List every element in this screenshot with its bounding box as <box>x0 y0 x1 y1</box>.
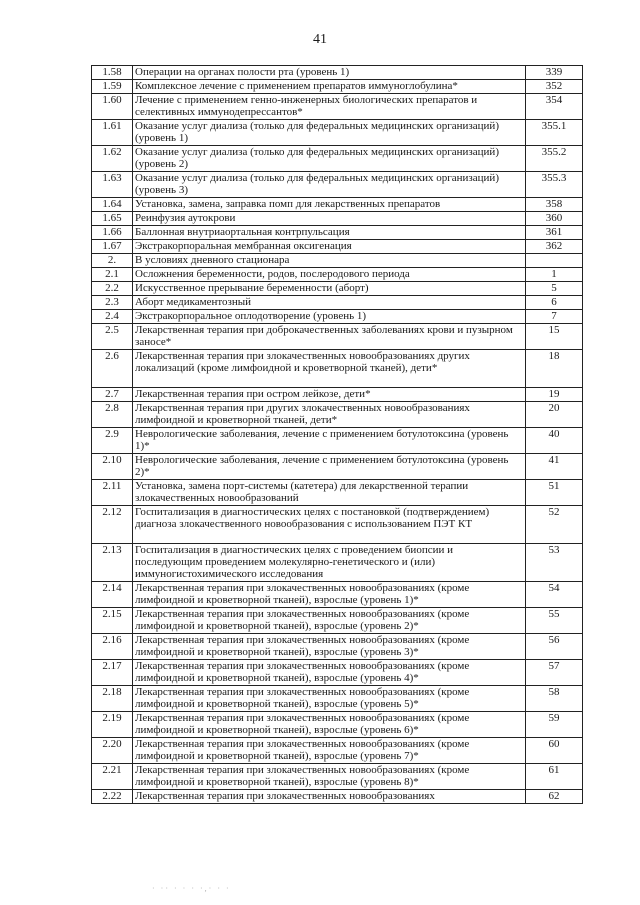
row-reference-number: 358 <box>526 198 583 212</box>
row-description: Искусственное прерывание беременности (аборт) <box>133 282 526 296</box>
row-description: Неврологические заболевания, лечение с применением ботулотоксина (уровень 1)* <box>133 428 526 454</box>
table-row <box>92 240 583 254</box>
row-reference-number: 360 <box>526 212 583 226</box>
row-reference-number: 62 <box>526 790 583 804</box>
row-reference-number: 354 <box>526 94 583 120</box>
row-reference-number: 59 <box>526 712 583 738</box>
row-reference-number: 15 <box>526 324 583 350</box>
row-reference-number: 58 <box>526 686 583 712</box>
row-code: 2. <box>92 254 133 268</box>
row-description: Оказание услуг диализа (только для федеральных медицинских организаций) (уровень 1) <box>133 120 526 146</box>
row-reference-number: 54 <box>526 582 583 608</box>
row-reference-number: 55 <box>526 608 583 634</box>
table-row <box>92 428 583 454</box>
row-description: Баллонная внутриаортальная контрпульсация <box>133 226 526 240</box>
row-description: В условиях дневного стационара <box>133 254 526 268</box>
table-row <box>92 608 583 634</box>
row-reference-number: 51 <box>526 480 583 506</box>
row-code: 2.4 <box>92 310 133 324</box>
table-row <box>92 634 583 660</box>
table-row <box>92 94 583 120</box>
row-description: Лекарственная терапия при злокачественных новообразованиях (кроме лимфоидной и кроветворной тканей), взрослые (уровень 1)* <box>133 582 526 608</box>
row-reference-number: 339 <box>526 66 583 80</box>
row-code: 1.67 <box>92 240 133 254</box>
row-code: 2.7 <box>92 388 133 402</box>
row-reference-number: 56 <box>526 634 583 660</box>
row-description: Лекарственная терапия при злокачественных новообразованиях (кроме лимфоидной и кроветворной тканей), взрослые (уровень 8)* <box>133 764 526 790</box>
table-row <box>92 686 583 712</box>
row-description: Лекарственная терапия при злокачественных новообразованиях (кроме лимфоидной и кроветворной тканей), взрослые (уровень 6)* <box>133 712 526 738</box>
table-row <box>92 350 583 388</box>
row-code: 2.10 <box>92 454 133 480</box>
row-code: 2.9 <box>92 428 133 454</box>
row-description: Лекарственная терапия при других злокачественных новообразованиях лимфоидной и кроветворной тканей, дети* <box>133 402 526 428</box>
table-row <box>92 506 583 544</box>
row-reference-number <box>526 254 583 268</box>
row-code: 1.62 <box>92 146 133 172</box>
row-description: Лекарственная терапия при злокачественных новообразованиях других локализаций (кроме лимфоидной и кроветворной тканей), дети* <box>133 350 526 388</box>
row-description: Лекарственная терапия при доброкачественных заболеваниях крови и пузырном заносе* <box>133 324 526 350</box>
row-code: 2.11 <box>92 480 133 506</box>
row-description: Лекарственная терапия при злокачественных новообразованиях (кроме лимфоидной и кроветворной тканей), взрослые (уровень 5)* <box>133 686 526 712</box>
row-code: 1.65 <box>92 212 133 226</box>
row-code: 2.20 <box>92 738 133 764</box>
row-code: 2.18 <box>92 686 133 712</box>
row-description: Оказание услуг диализа (только для федеральных медицинских организаций) (уровень 2) <box>133 146 526 172</box>
row-code: 2.13 <box>92 544 133 582</box>
table-row <box>92 790 583 804</box>
table-row <box>92 146 583 172</box>
row-description: Установка, замена порт-системы (катетера) для лекарственной терапии злокачественных новообразований <box>133 480 526 506</box>
table-row <box>92 66 583 80</box>
table-row <box>92 282 583 296</box>
table-row <box>92 660 583 686</box>
row-description: Установка, замена, заправка помп для лекарственных препаратов <box>133 198 526 212</box>
row-code: 1.58 <box>92 66 133 80</box>
table-row <box>92 172 583 198</box>
row-code: 2.19 <box>92 712 133 738</box>
table-row <box>92 80 583 94</box>
row-description: Лекарственная терапия при злокачественных новообразованиях (кроме лимфоидной и кроветворной тканей), взрослые (уровень 4)* <box>133 660 526 686</box>
row-description: Лекарственная терапия при остром лейкозе, дети* <box>133 388 526 402</box>
row-description: Оказание услуг диализа (только для федеральных медицинских организаций) (уровень 3) <box>133 172 526 198</box>
table-row <box>92 764 583 790</box>
row-reference-number: 61 <box>526 764 583 790</box>
table-row <box>92 582 583 608</box>
row-reference-number: 18 <box>526 350 583 388</box>
row-code: 1.60 <box>92 94 133 120</box>
page-number: 41 <box>313 32 327 47</box>
table-row <box>92 268 583 282</box>
row-description: Комплексное лечение с применением препаратов иммуноглобулина* <box>133 80 526 94</box>
row-reference-number: 355.2 <box>526 146 583 172</box>
row-code: 2.16 <box>92 634 133 660</box>
table-row <box>92 738 583 764</box>
row-reference-number: 352 <box>526 80 583 94</box>
row-reference-number: 60 <box>526 738 583 764</box>
row-reference-number: 52 <box>526 506 583 544</box>
table-row <box>92 454 583 480</box>
table-row <box>92 254 583 268</box>
table-row <box>92 226 583 240</box>
row-description: Аборт медикаментозный <box>133 296 526 310</box>
row-code: 2.15 <box>92 608 133 634</box>
row-code: 2.8 <box>92 402 133 428</box>
row-description: Неврологические заболевания, лечение с применением ботулотоксина (уровень 2)* <box>133 454 526 480</box>
row-reference-number: 41 <box>526 454 583 480</box>
row-reference-number: 40 <box>526 428 583 454</box>
row-code: 2.2 <box>92 282 133 296</box>
table-row <box>92 544 583 582</box>
row-description: Лекарственная терапия при злокачественных новообразованиях (кроме лимфоидной и кроветворной тканей), взрослые (уровень 3)* <box>133 634 526 660</box>
row-reference-number: 57 <box>526 660 583 686</box>
table-row <box>92 324 583 350</box>
row-reference-number: 19 <box>526 388 583 402</box>
row-reference-number: 5 <box>526 282 583 296</box>
row-description: Операции на органах полости рта (уровень 1) <box>133 66 526 80</box>
row-reference-number: 355.1 <box>526 120 583 146</box>
row-reference-number: 6 <box>526 296 583 310</box>
row-reference-number: 355.3 <box>526 172 583 198</box>
table-row <box>92 120 583 146</box>
row-description: Госпитализация в диагностических целях с проведением биопсии и последующим проведением молекулярно-генетического и (или) иммуногистохимического исследования <box>133 544 526 582</box>
row-code: 1.66 <box>92 226 133 240</box>
row-description: Лекарственная терапия при злокачественных новообразованиях (кроме лимфоидной и кроветворной тканей), взрослые (уровень 2)* <box>133 608 526 634</box>
row-description: Госпитализация в диагностических целях с постановкой (подтверждением) диагноза злокачественного новообразования с использованием ПЭТ КТ <box>133 506 526 544</box>
row-reference-number: 7 <box>526 310 583 324</box>
row-code: 1.63 <box>92 172 133 198</box>
row-code: 2.5 <box>92 324 133 350</box>
procedures-table-body <box>92 66 583 804</box>
row-description: Лекарственная терапия при злокачественных новообразованиях <box>133 790 526 804</box>
row-code: 2.6 <box>92 350 133 388</box>
row-code: 1.59 <box>92 80 133 94</box>
table-row <box>92 480 583 506</box>
row-description: Реинфузия аутокрови <box>133 212 526 226</box>
row-code: 2.3 <box>92 296 133 310</box>
scan-noise: · ·· · · · ·,· · · <box>152 884 231 893</box>
row-code: 2.21 <box>92 764 133 790</box>
row-description: Экстракорпоральная мембранная оксигенация <box>133 240 526 254</box>
row-reference-number: 361 <box>526 226 583 240</box>
row-reference-number: 362 <box>526 240 583 254</box>
table-row <box>92 198 583 212</box>
row-description: Экстракорпоральное оплодотворение (уровень 1) <box>133 310 526 324</box>
row-code: 1.64 <box>92 198 133 212</box>
row-reference-number: 20 <box>526 402 583 428</box>
row-code: 2.14 <box>92 582 133 608</box>
table-row <box>92 712 583 738</box>
table-row <box>92 296 583 310</box>
procedures-table <box>91 65 583 804</box>
row-code: 2.1 <box>92 268 133 282</box>
table-row <box>92 212 583 226</box>
row-description: Осложнения беременности, родов, послеродового периода <box>133 268 526 282</box>
table-row <box>92 310 583 324</box>
row-code: 2.12 <box>92 506 133 544</box>
row-reference-number: 53 <box>526 544 583 582</box>
row-code: 2.22 <box>92 790 133 804</box>
table-row <box>92 388 583 402</box>
table-row <box>92 402 583 428</box>
row-description: Лекарственная терапия при злокачественных новообразованиях (кроме лимфоидной и кроветворной тканей), взрослые (уровень 7)* <box>133 738 526 764</box>
row-code: 2.17 <box>92 660 133 686</box>
row-reference-number: 1 <box>526 268 583 282</box>
row-description: Лечение с применением генно-инженерных биологических препаратов и селективных иммунодепрессантов* <box>133 94 526 120</box>
row-code: 1.61 <box>92 120 133 146</box>
